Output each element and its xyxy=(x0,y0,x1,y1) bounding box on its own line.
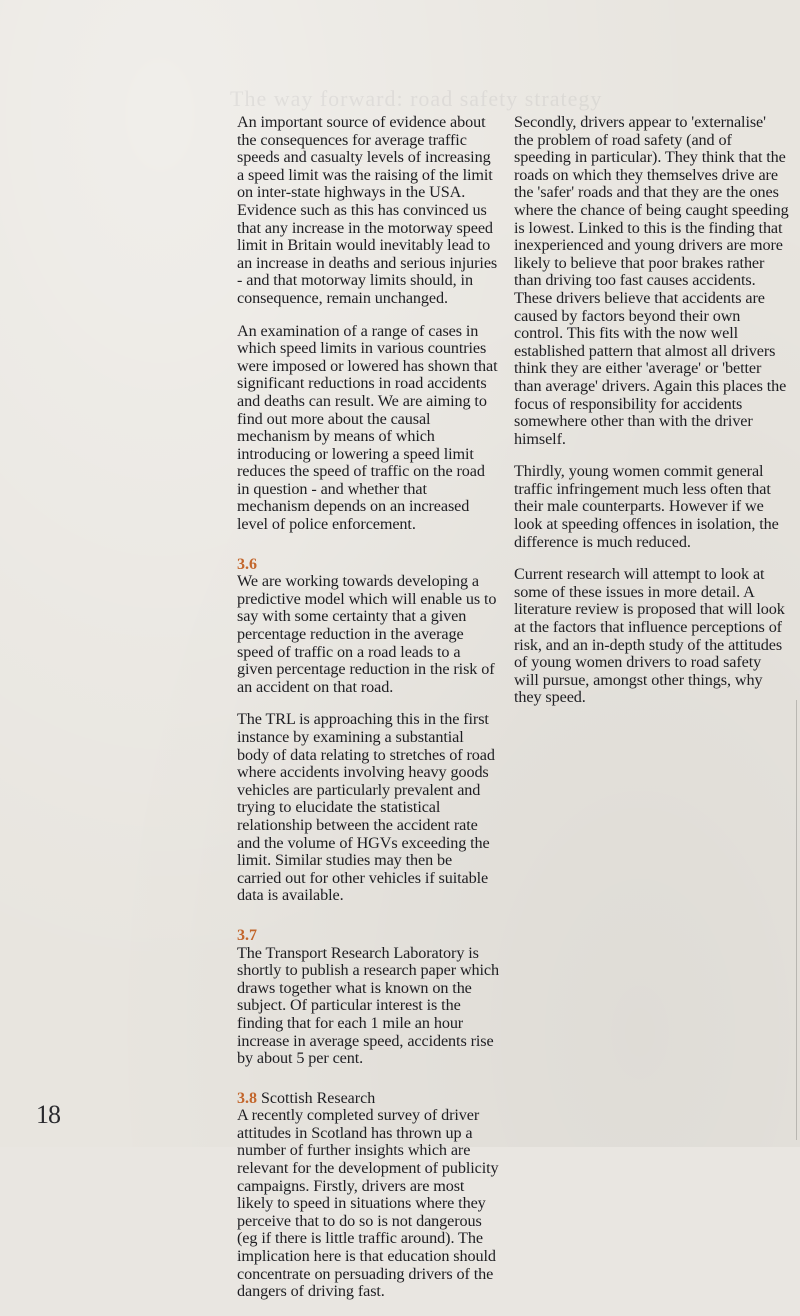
paragraph: The Transport Research Laboratory is shortly to publish a research paper which draws together what is known on the subject. Of particular interest is the finding that for each 1 mile an hour increase in average speed, accidents rise by about 5 per cent. xyxy=(237,943,500,1068)
section-number: 3.7 xyxy=(237,926,257,944)
page-number: 18 xyxy=(36,1100,60,1129)
paragraph: Current research will attempt to look at some of these issues in more detail. A literature review is proposed that will look at the factors that influence perceptions of risk, and an in-depth study of the attitudes of young women drivers to road safety will pursue, amongst other things, why they speed. xyxy=(514,565,785,707)
section-3-6 xyxy=(237,556,499,905)
paragraph: We are working towards developing a predictive model which will enable us to say with some certainty that a given percentage reduction in the average speed of traffic on a road leads to a given percentage reduction in the risk of an accident on that road. xyxy=(237,572,497,696)
paragraph: An important source of evidence about the consequences for average traffic speeds and casualty levels of increasing a speed limit was the raising of the limit on inter-state highways in the USA. Evidence such as this has convinced us that any increase in the motorway speed limit in Britain would inevitably lead to an increase in deaths and serious injuries - and that motorway limits should, in consequence, remain unchanged. xyxy=(237,113,498,307)
section-3-8 xyxy=(237,1090,499,1301)
section-3-7 xyxy=(237,927,499,1068)
paragraph: Thirdly, young women commit general traffic infringement much less often that their male counterparts. However if we look at speeding offences in isolation, the difference is much reduced. xyxy=(514,462,779,551)
section-number: 3.6 xyxy=(237,555,257,573)
paragraph: An examination of a range of cases in which speed limits in various countries were imposed or lowered has shown that significant reductions in road accidents and deaths can result. We are aiming to find out more about the causal mechanism by means of which introducing or lowering a speed limit reduces the speed of traffic on the road in question - and whether that mechanism depends on an increased level of police enforcement. xyxy=(237,321,498,534)
paragraph: The TRL is approaching this in the first instance by examining a substantial body of data relating to stretches of road where accidents involving heavy goods vehicles are particularly prevalent and trying to elucidate the statistical relationship between the accident rate and the volume of HGVs exceeding the limit. Similar studies may then be carried out for other vehicles if suitable data is available. xyxy=(237,710,495,905)
faint-running-header: The way forward: road safety strategy xyxy=(230,86,603,111)
paragraph: Secondly, drivers appear to 'externalise' the problem of road safety (and of speeding in particular). They think that the roads on which they themselves drive are the 'safer' roads and that they are the ones where the chance of being caught speeding is lowest. Linked to this is the finding that inexperienced and young drivers are more likely to believe that poor brakes rather than driving too fast causes accidents. These drivers believe that accidents are caused by factors beyond their own control. This fits with the now well established pattern that almost all drivers think they are either 'average' or 'better than average' drivers. Again this places the focus of responsibility for accidents somewhere other than with the driver himself. xyxy=(514,113,789,448)
scan-edge-line xyxy=(796,700,797,1140)
section-heading xyxy=(237,1090,499,1108)
section-number: 3.8 xyxy=(237,1089,257,1107)
section-title: Scottish Research xyxy=(261,1089,376,1107)
left-column xyxy=(237,114,499,1316)
right-column xyxy=(514,114,789,722)
paragraph: A recently completed survey of driver attitudes in Scotland has thrown up a number of further insights which are relevant for the development of publicity campaigns. Firstly, drivers are most likely to speed in situations where they perceive that to do so is not dangerous (eg if there is little traffic around). The implication here is that education should concentrate on persuading drivers of the dangers of driving fast. xyxy=(237,1106,499,1301)
